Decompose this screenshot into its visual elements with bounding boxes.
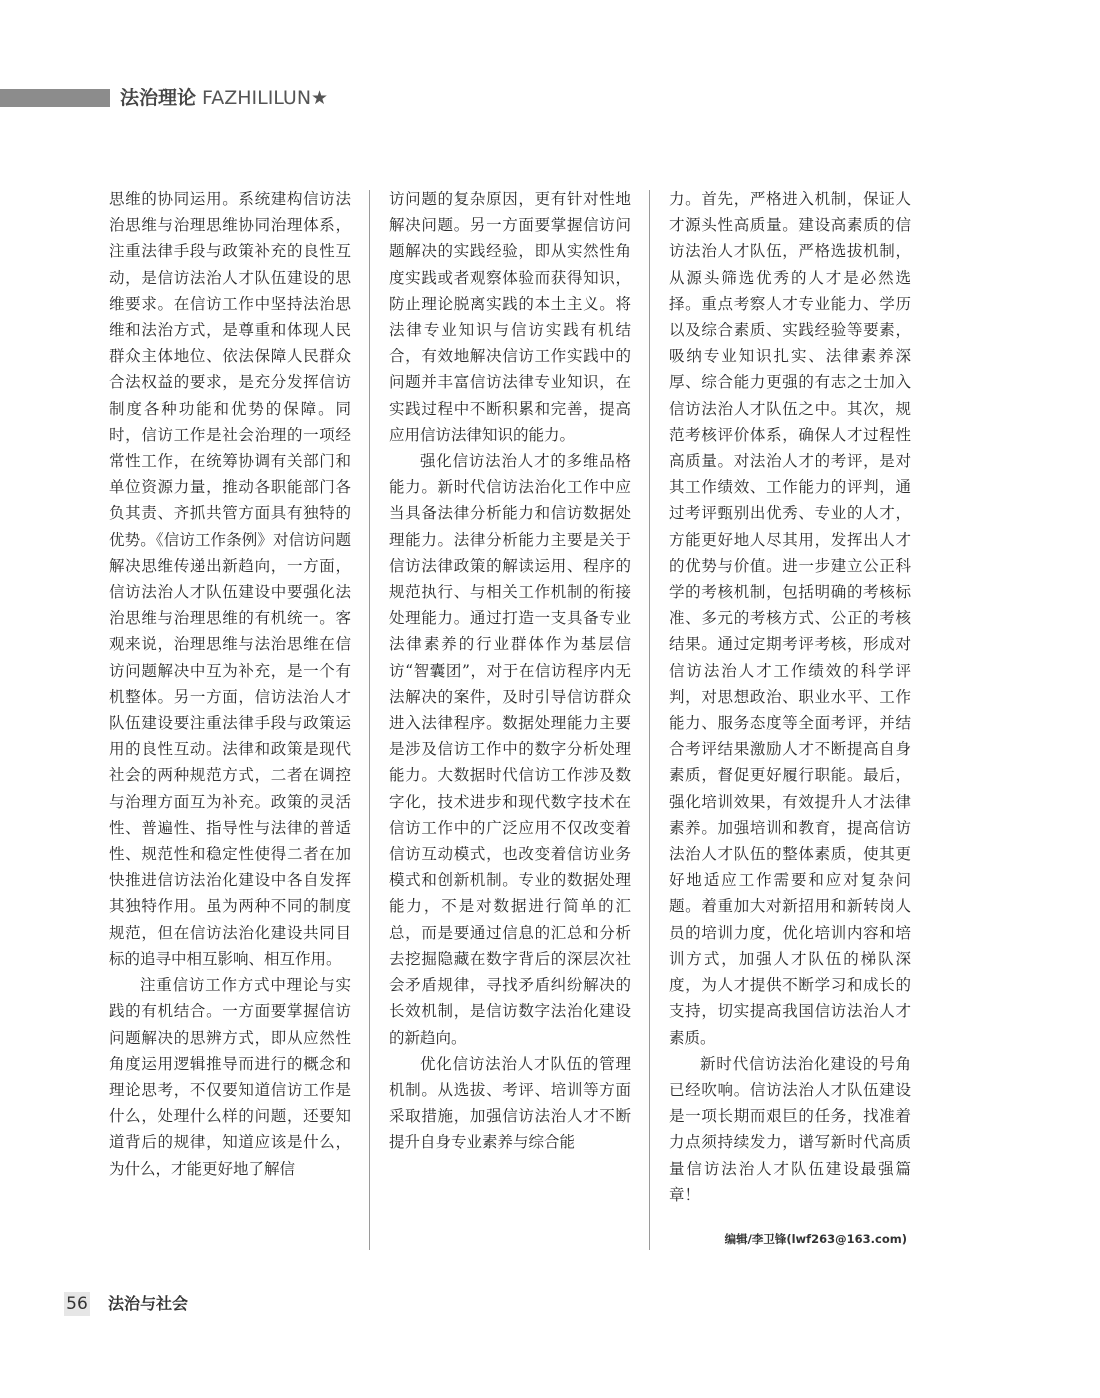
paragraph: 访问题的复杂原因，更有针对性地解决问题。另一方面要掌握信访问题解决的实践经验，即从实然性角度实践或者观察体验而获得知识，防止理论脱离实践的本土主义。将法律专业知识与信访实践有机结合，有效地解决信访工作实践中的问题并丰富信访法律专业知识，在实践过程中不断积累和完善，提高应用信访法律知识的能力。: [389, 190, 631, 444]
paragraph: 强化信访法治人才的多维品格能力。新时代信访法治化工作中应当具备法律分析能力和信访数据处理能力。法律分析能力主要是关于信访法律政策的解读运用、程序的规范执行、与相关工作机制的衔接处理能力。通过打造一支具备专业法律素养的行业群体作为基层信访“智囊团”，对于在信访程序内无法解决的案件，及时引导信访群众进入法律程序。数据处理能力主要是涉及信访工作中的数字分析处理能力。大数据时代信访工作涉及数字化，技术进步和现代数字技术在信访工作中的广泛应用不仅改变着信访互动模式，也改变着信访业务模式和创新机制。专业的数据处理能力，不是对数据进行简单的汇总，而是要通过信息的汇总和分析去挖掘隐藏在数字背后的深层次社会矛盾规律，寻找矛盾纠纷解决的长效机制，是信访数字法治化建设的新趋向。: [389, 452, 631, 1047]
text-column-3: [669, 186, 911, 1208]
section-header: [120, 84, 328, 112]
header-bar: [0, 89, 110, 107]
magazine-name: 法治与社会: [108, 1294, 189, 1313]
paragraph: 力。首先，严格进入机制，保证人才源头性高质量。建设高素质的信访法治人才队伍，严格选拔机制，从源头筛选优秀的人才是必然选择。重点考察人才专业能力、学历以及综合素质、实践经验等要素，吸纳专业知识扎实、法律素养深厚、综合能力更强的有志之士加入信访法治人才队伍之中。其次，规范考核评价体系，确保人才过程性高质量。对法治人才的考评，是对其工作绩效、工作能力的评判，通过考评甄别出优秀、专业的人才，方能更好地人尽其用，发挥出人才的优势与价值。进一步建立公正科学的考核机制，包括明确的考核标准、多元的考核方式、公正的考核结果。通过定期考评考核，形成对信访法治人才工作绩效的科学评判，对思想政治、职业水平、工作能力、服务态度等全面考评，并结合考评结果激励人才不断提高自身素质，督促更好履行职能。最后，强化培训效果，有效提升人才法律素养。加强培训和教育，提高信访法治人才队伍的整体素质，使其更好地适应工作需要和应对复杂问题。着重加大对新招用和新转岗人员的培训力度，优化培训内容和培训方式，加强人才队伍的梯队深度，为人才提供不断学习和成长的支持，切实提高我国信访法治人才素质。: [669, 190, 911, 1047]
paragraph: 思维的协同运用。系统建构信访法治思维与治理思维协同治理体系，注重法律手段与政策补充的良性互动，是信访法治人才队伍建设的思维要求。在信访工作中坚持法治思维和法治方式，是尊重和体现人民群众主体地位、依法保障人民群众合法权益的要求，是充分发挥信访制度各种功能和优势的保障。同时，信访工作是社会治理的一项经常性工作，在统筹协调有关部门和单位资源力量，推动各职能部门各负其责、齐抓共管方面具有独特的优势。《信访工作条例》对信访问题解决思维传递出新趋向，一方面，信访法治人才队伍建设中要强化法治思维与治理思维的有机统一。客观来说，治理思维与法治思维在信访问题解决中互为补充，是一个有机整体。另一方面，信访法治人才队伍建设要注重法律手段与政策运用的良性互动。法律和政策是现代社会的两种规范方式，二者在调控与治理方面互为补充。政策的灵活性、普遍性、指导性与法律的普适性、规范性和稳定性使得二者在加快推进信访法治化建设中各自发挥其独特作用。虽为两种不同的制度规范，但在信访法治化建设共同目标的追寻中相互影响、相互作用。: [109, 190, 351, 968]
text-column-1: [109, 186, 351, 1182]
page-number: 56: [64, 1292, 90, 1316]
editor-credit: 编辑/李卫锋(lwf263@163.com): [724, 1232, 907, 1246]
column-divider: [649, 190, 650, 1250]
text-column-2: [389, 186, 631, 1156]
paragraph: 优化信访法治人才队伍的管理机制。从选拔、考评、培训等方面采取措施，加强信访法治人才不断提升自身专业素养与综合能: [389, 1054, 631, 1152]
column-divider: [369, 190, 370, 1250]
paragraph: 新时代信访法治化建设的号角已经吹响。信访法治人才队伍建设是一项长期而艰巨的任务，找准着力点须持续发力，谱写新时代高质量信访法治人才队伍建设最强篇章！: [669, 1054, 911, 1204]
section-title-zh: 法治理论: [120, 87, 197, 109]
paragraph: 注重信访工作方式中理论与实践的有机结合。一方面要掌握信访问题解决的思辨方式，即从应然性角度运用逻辑推导而进行的概念和理论思考，不仅要知道信访工作是什么，处理什么样的问题，还要知道背后的规律，知道应该是什么，为什么，才能更好地了解信: [109, 976, 351, 1178]
section-title-en: FAZHILILUN★: [202, 87, 329, 109]
